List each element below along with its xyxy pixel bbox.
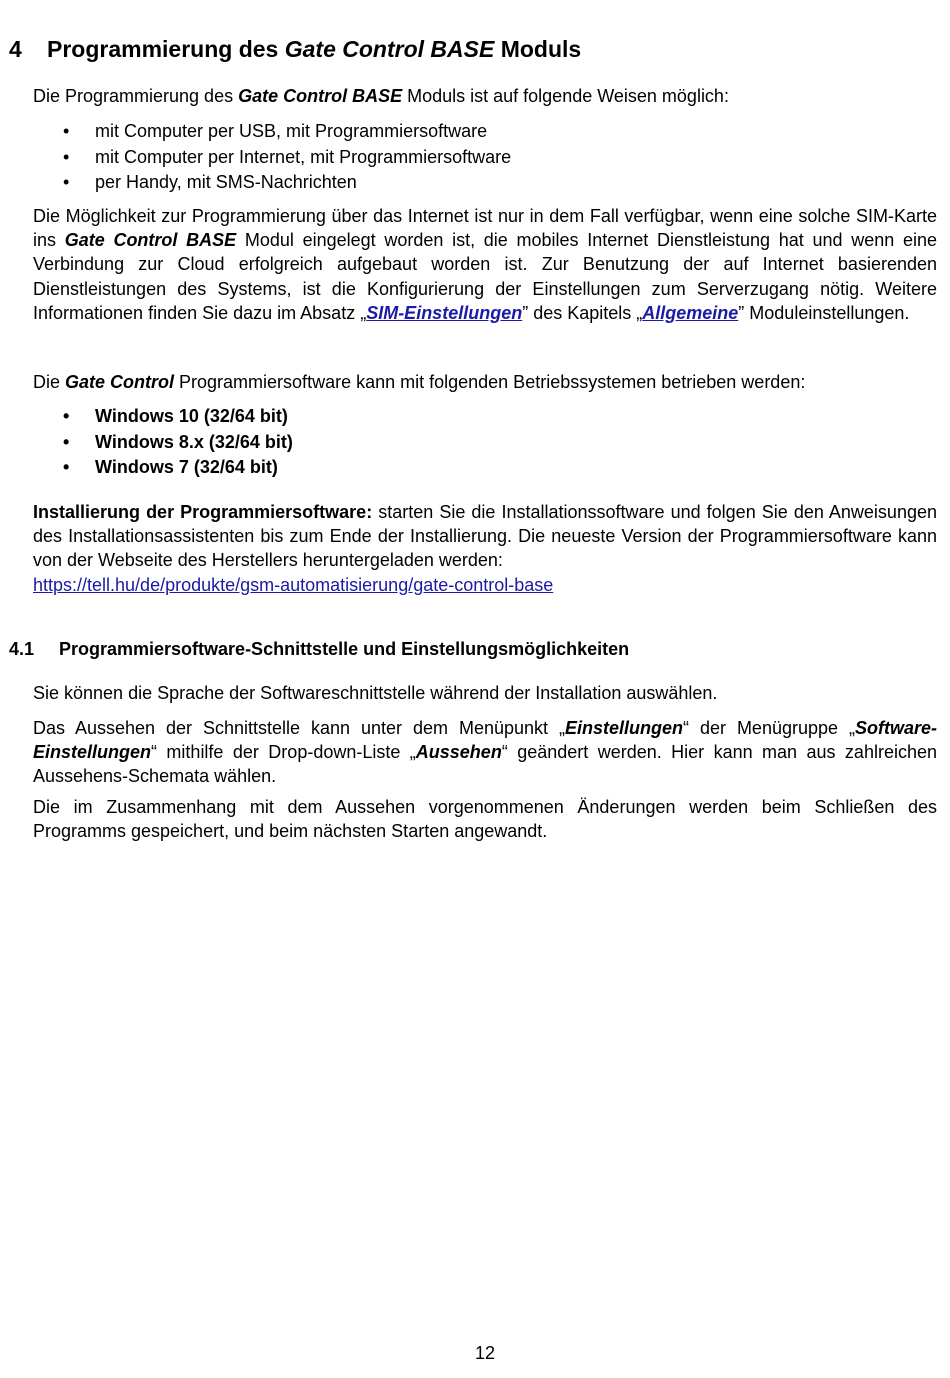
list-item: • per Handy, mit SMS-Nachrichten [33, 170, 511, 196]
list-item: • Windows 10 (32/64 bit) [33, 404, 293, 430]
os-paragraph [33, 370, 937, 394]
page-number: 12 [474, 1343, 496, 1363]
paragraph-text: Die [33, 372, 66, 392]
heading-text: Programmierung des [47, 36, 285, 62]
general-chapter-link[interactable]: Allgemeine [642, 302, 739, 323]
paragraph-text: “ geändert werden. Hier kann man aus zahlreichen Aussehens-Schemata wählen. [33, 742, 937, 787]
list-item: • Windows 8.x (32/64 bit) [33, 430, 293, 456]
dropdown-name: Aussehen [415, 742, 502, 763]
installation-paragraph [33, 500, 937, 597]
language-paragraph: Sie können die Sprache der Softwareschnittstelle während der Installation auswählen. [33, 683, 718, 703]
appearance-paragraph [33, 716, 937, 789]
save-paragraph: Die im Zusammenhang mit dem Aussehen vorgenommenen Änderungen werden beim Schließen des Programms gespeichert, und beim nächsten Starten angewandt. [33, 797, 937, 842]
download-url-link[interactable]: https://tell.hu/de/produkte/gsm-automatisierung/gate-control-base [33, 574, 554, 595]
paragraph-text: starten Sie die Installationssoftware und folgen Sie den Anweisungen des Installationsassistenten bis zum Ende der Installierung. Die neueste Version der Programmiersoftware kann von der Webseite des Herstellers heruntergeladen werden: [33, 502, 937, 571]
section-4-heading [9, 34, 581, 64]
paragraph-text: “ der Menügruppe „ [683, 718, 855, 738]
paragraph-text: “ mithilfe der Drop-down-Liste „ [151, 742, 416, 763]
paragraph-text: ” Moduleinstellungen. [738, 302, 910, 323]
paragraph-text: Die Möglichkeit zur Programmierung über das Internet ist nur in dem Fall verfügbar, wenn eine solche SIM-Karte ins [33, 206, 937, 251]
list-item: • mit Computer per USB, mit Programmiersoftware [33, 119, 511, 145]
paragraph-text: ” des Kapitels „ [522, 302, 643, 323]
heading-text: Programmiersoftware-Schnittstelle und Einstellungsmöglichkeiten [59, 639, 630, 659]
section-4-1-heading [9, 637, 629, 661]
programming-methods-list [33, 119, 511, 196]
section-number: 4 [9, 36, 22, 62]
list-item: • mit Computer per Internet, mit Programmiersoftware [33, 145, 511, 171]
intro-text-end: Moduls ist auf folgende Weisen möglich: [402, 86, 729, 106]
paragraph-text: Programmiersoftware kann mit folgenden Betriebssystemen betrieben werden: [174, 372, 806, 392]
paragraph-text: Modul eingelegt worden ist, die mobiles Internet Dienstleistung hat und wenn eine Verbindung zur Cloud erfolgreich aufgebaut worden ist. Zur Benutzung der auf Internet basierenden Dienstleistungen des Systems, ist die Konfigurierung der Einstellungen zum Serverzugang nötig. Weitere Informationen finden Sie dazu im Absatz „ [33, 230, 937, 323]
section-number: 4.1 [9, 639, 35, 659]
product-name: Gate Control BASE [64, 230, 237, 251]
product-name: Gate Control [65, 372, 175, 392]
sim-settings-link[interactable]: SIM-Einstellungen [366, 302, 523, 323]
intro-paragraph [33, 84, 937, 108]
heading-text-end: Moduls [494, 36, 582, 62]
paragraph-text: Das Aussehen der Schnittstelle kann unter dem Menüpunkt „ [33, 718, 565, 738]
product-name: Gate Control BASE [284, 36, 495, 62]
installation-label: Installierung der Programmiersoftware: [33, 502, 373, 522]
list-item: • Windows 7 (32/64 bit) [33, 455, 293, 481]
internet-programming-paragraph [33, 204, 937, 325]
intro-text: Die Programmierung des [33, 86, 239, 106]
product-name: Gate Control BASE [238, 86, 403, 106]
operating-systems-list [33, 404, 293, 481]
menu-group-name: Software-Einstellungen [33, 718, 937, 763]
menu-item-name: Einstellungen [564, 718, 683, 738]
